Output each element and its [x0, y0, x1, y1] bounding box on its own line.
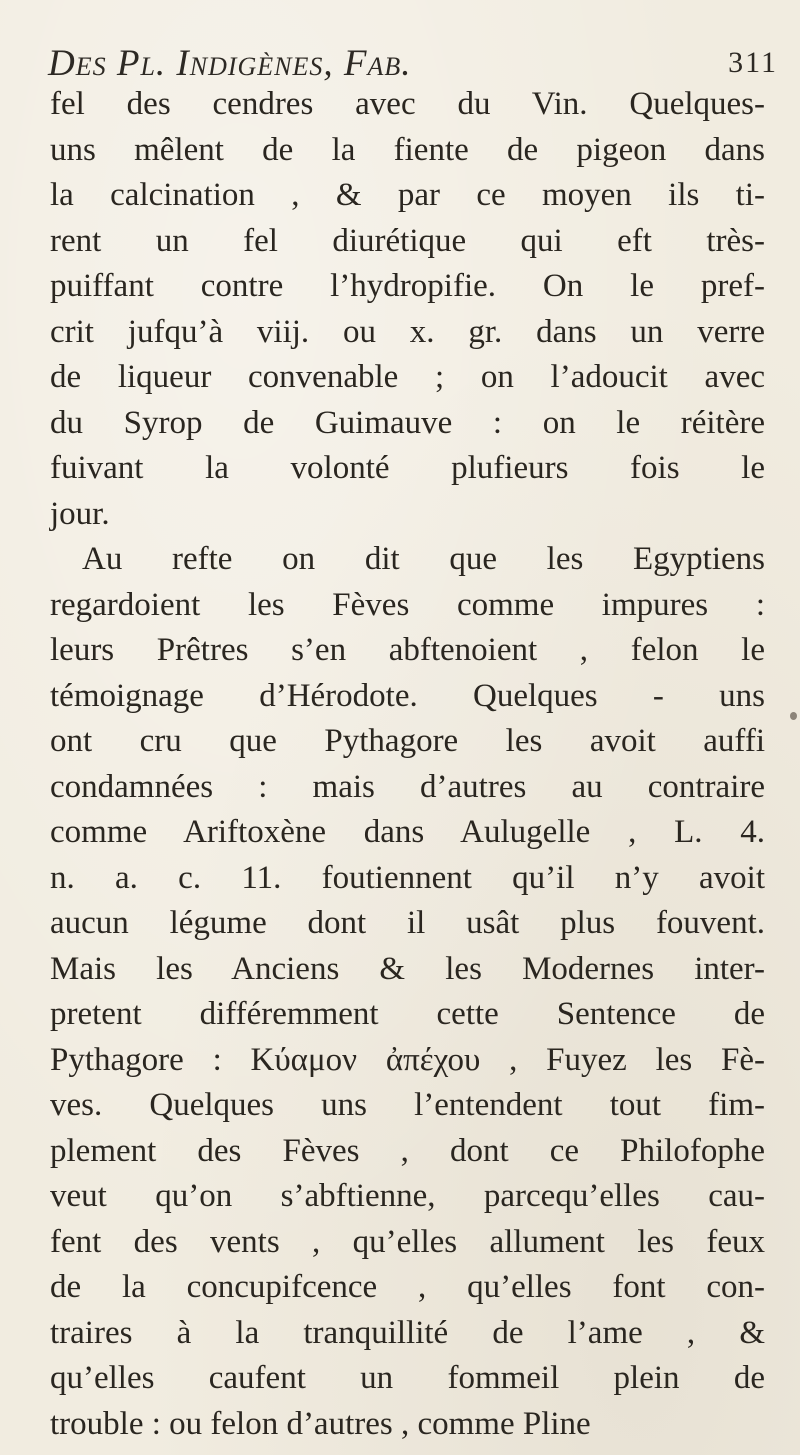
- text-line: crit jufqu’à viij. ou x. gr. dans un verre: [50, 313, 765, 350]
- text-line: pretent différemment cette Sentence de: [50, 996, 765, 1032]
- text-line: comme Ariftoxène dans Aulugelle , L. 4.: [50, 814, 765, 850]
- body-text: [50, 82, 765, 1447]
- text-line: traires à la tranquillité de l’ame , &: [50, 1314, 765, 1351]
- text-line: rent un fel diurétique qui eft très-: [50, 222, 765, 259]
- text-line: de liqueur convenable ; on l’adoucit avec: [50, 359, 765, 395]
- text-line: Pythagore : Κύαμον ἀπέχου , Fuyez les Fè-: [50, 1041, 765, 1078]
- ink-spot: [790, 712, 797, 720]
- text-line: leurs Prêtres s’en abftenoient , felon le: [50, 632, 765, 668]
- text-line: du Syrop de Guimauve : on le réitère: [50, 404, 765, 441]
- text-line: n. a. c. 11. foutiennent qu’il n’y avoit: [50, 859, 765, 896]
- text-line: qu’elles caufent un fommeil plein de: [50, 1360, 765, 1396]
- text-line: Au refte on dit que les Egyptiens: [82, 541, 765, 577]
- text-line: fel des cendres avec du Vin. Quelques-: [50, 86, 765, 122]
- text-line: puiffant contre l’hydropifie. On le pref-: [50, 268, 765, 304]
- page-number: 311: [728, 46, 778, 79]
- text-line: la calcination , & par ce moyen ils ti-: [50, 177, 765, 213]
- text-line: témoignage d’Hérodote. Quelques - uns: [50, 677, 765, 714]
- text-line: fuivant la volonté plufieurs fois le: [50, 450, 765, 486]
- text-line: veut qu’on s’abftienne, parcequ’elles cau-: [50, 1178, 765, 1214]
- running-head-title: Des Pl. Indigènes, Fab.: [48, 43, 412, 84]
- text-line: Mais les Anciens & les Modernes inter-: [50, 950, 765, 987]
- text-line: ont cru que Pythagore les avoit auffi: [50, 723, 765, 759]
- text-line: condamnées : mais d’autres au contraire: [50, 768, 765, 805]
- text-line: de la concupifcence , qu’elles font con-: [50, 1269, 765, 1305]
- text-line: plement des Fèves , dont ce Philofophe: [50, 1132, 765, 1169]
- text-line: aucun légume dont il usât plus fouvent.: [50, 905, 765, 941]
- text-line: jour.: [50, 495, 110, 532]
- text-line: ves. Quelques uns l’entendent tout fim-: [50, 1087, 765, 1123]
- text-line: uns mêlent de la fiente de pigeon dans: [50, 131, 765, 168]
- text-line: regardoient les Fèves comme impures :: [50, 586, 765, 623]
- text-line: fent des vents , qu’elles allument les feux: [50, 1223, 765, 1260]
- text-line: trouble : ou felon d’autres , comme Pline: [50, 1405, 591, 1442]
